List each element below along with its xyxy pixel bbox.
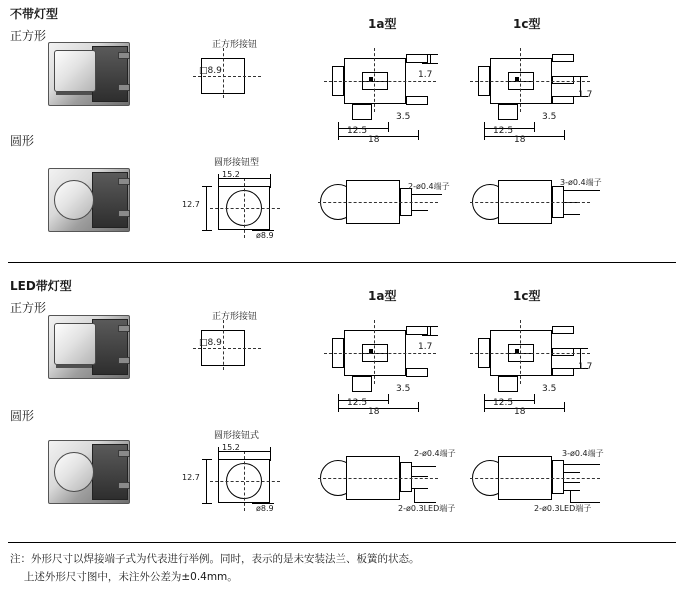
- dim-1c-depth-large-no-lamp: 18: [514, 135, 526, 145]
- panel-dia-round-no-lamp: ø8.9: [256, 231, 274, 240]
- panel-dim-square-led: □8.9: [199, 338, 222, 348]
- dim-1a-depth-small-no-lamp: 12.5: [347, 126, 368, 136]
- dim-1c-depth-large-led: 18: [514, 407, 526, 417]
- column-header-1a-led: 1a型: [368, 289, 397, 303]
- panel-caption-square-no-lamp: 正方形接钮: [212, 40, 258, 50]
- terminal-note-1c-round-led-bottom: 2-ø0.3LED端子: [534, 504, 592, 513]
- panel-dim-square-no-lamp: □8.9: [199, 66, 222, 76]
- dim-1c-height-led: 1.7: [578, 362, 593, 372]
- photo-square-led: [48, 315, 128, 377]
- row-label-square-led: 正方形: [10, 301, 47, 315]
- column-header-1c-led: 1c型: [513, 289, 541, 303]
- drawing-1a-square-led: [322, 312, 442, 412]
- row-label-round-no-lamp: 圆形: [10, 134, 35, 148]
- row-label-square-no-lamp: 正方形: [10, 29, 47, 43]
- dim-1c-height-no-lamp: 1.7: [578, 90, 593, 100]
- photo-round-no-lamp: [48, 168, 128, 230]
- terminal-note-1a-round-led-top: 2-ø0.4端子: [414, 449, 456, 458]
- dim-1a-depth-large-no-lamp: 18: [368, 135, 380, 145]
- footer-divider: [8, 542, 676, 543]
- panel-width-round-led: 15.2: [222, 443, 240, 452]
- dim-1c-depth-small-no-lamp: 12.5: [493, 126, 514, 136]
- dim-1a-tab-led: 3.5: [396, 384, 411, 394]
- dim-1a-tab-no-lamp: 3.5: [396, 112, 411, 122]
- panel-caption-square-led: 正方形接钮: [212, 312, 258, 322]
- column-header-1c-no-lamp: 1c型: [513, 17, 541, 31]
- terminal-note-1c-round-led-top: 3-ø0.4端子: [562, 449, 604, 458]
- section-title-no-lamp: 不带灯型: [10, 7, 59, 21]
- dim-1a-depth-small-led: 12.5: [347, 398, 368, 408]
- photo-round-led: [48, 440, 128, 502]
- dim-1c-tab-led: 3.5: [542, 384, 557, 394]
- terminal-note-1a-round-led-bottom: 2-ø0.3LED端子: [398, 504, 456, 513]
- dim-1a-height-led: 1.7: [418, 342, 433, 352]
- dim-1a-height-no-lamp: 1.7: [418, 70, 433, 80]
- photo-square-no-lamp: [48, 42, 128, 104]
- section-divider: [8, 262, 676, 263]
- column-header-1a-no-lamp: 1a型: [368, 17, 397, 31]
- row-label-round-led: 圆形: [10, 409, 35, 423]
- footnote-2: 上述外形尺寸图中，未注外公差为±0.4mm。: [10, 571, 238, 583]
- panel-height-round-led: 12.7: [182, 473, 200, 482]
- footnote-1: 注：外形尺寸以焊接端子式为代表进行举例。同时，表示的是未安装法兰、板簧的状态。: [10, 553, 420, 565]
- panel-caption-round-led: 圆形接钮式: [214, 431, 260, 441]
- dim-1c-depth-small-led: 12.5: [493, 398, 514, 408]
- drawing-1a-square-no-lamp: [322, 40, 442, 140]
- panel-dia-round-led: ø8.9: [256, 504, 274, 513]
- section-title-led: LED带灯型: [10, 279, 72, 293]
- terminal-note-1a-round-no-lamp: 2-ø0.4端子: [408, 182, 450, 191]
- dim-1a-depth-large-led: 18: [368, 407, 380, 417]
- dim-1c-tab-no-lamp: 3.5: [542, 112, 557, 122]
- terminal-note-1c-round-no-lamp: 3-ø0.4端子: [560, 178, 602, 187]
- panel-caption-round-no-lamp: 圆形接钮型: [214, 158, 260, 168]
- panel-height-round-no-lamp: 12.7: [182, 200, 200, 209]
- panel-width-round-no-lamp: 15.2: [222, 170, 240, 179]
